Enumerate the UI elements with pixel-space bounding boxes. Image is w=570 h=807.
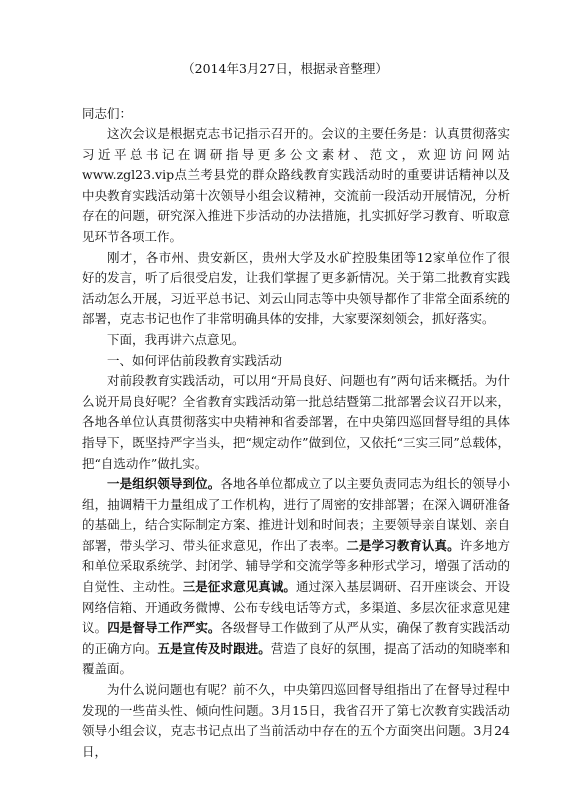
section-heading-1: 一、如何评估前段教育实践活动 — [107, 352, 283, 368]
paragraph-6: 为什么说问题也有呢？前不久，中央第四巡回督导组指出了在督导过程中发现的一些苗头性、倾向性问题。3月15日，我省召开了第七次教育实践活动领导小组会议，克志书记点出了当前活动中存在的五个方面突出问题。3月24日， — [82, 682, 510, 759]
paragraph-3: 下面，我再讲六点意见。 — [107, 331, 245, 347]
paragraph-2: 刚才，各市州、贵安新区，贵州大学及水矿控股集团等12家单位作了很好的发言，听了后很受启发，让我们掌握了更多新情况。关于第二批教育实践活动怎么开展，习近平总书记、刘云山同志等中央领导都作了非常全面系统的部署，克志书记也作了非常明确具体的安排，大家要深刻领会，抓好落实。 — [82, 249, 510, 327]
point-4-label: 四是督导工作严实。 — [107, 620, 221, 636]
paragraph-5 — [82, 474, 510, 680]
point-5-label: 五是宣传及时跟进。 — [157, 640, 271, 656]
point-2-label: 二是学习教育认真。 — [346, 537, 460, 553]
salutation: 同志们： — [82, 106, 133, 121]
point-5-text: 营造了良好的氛围，提高了活动的知晓率和覆盖面。 — [82, 640, 510, 677]
point-1-text: 各地各单位都成立了以主要负责同志为组长的领导小组，抽调精干力量组成了工作机构，进行了周密的安排部署；在深入调研准备的基础上，结合实际制定方案、推进计划和时间表；主要领导亲自谋划、亲自部署，带头学习、带头征求意见，作出了表率。 — [82, 476, 510, 553]
document-subtitle: （2014年3月27日，根据录音整理） — [182, 61, 388, 76]
document-body — [82, 104, 510, 762]
paragraph-1: 这次会议是根据克志书记指示召开的。会议的主要任务是：认真贯彻落实习近平总书记在调研指导更多公文素材、范文，欢迎访问网站www.zgl23.vip点兰考县党的群众路线教育实践活动时的重要讲话精神以及中央教育实践活动第十次领导小组会议精神，交流前一段活动开展情况，分析存在的问题，研究深入推进下步活动的办法措施，扎实抓好学习教育、听取意见环节各项工作。 — [82, 126, 510, 244]
point-3-text: 通过深入基层调研、召开座谈会、开设网络信箱、开通政务微博、公布专线电话等方式，多渠道、多层次征求意见建议。 — [82, 579, 510, 636]
point-3-label: 三是征求意见真诚。 — [182, 579, 297, 595]
point-2-text: 许多地方和单位采取系统学、封闭学、辅导学和交流学等多种形式学习，增强了活动的自觉性、主动性。 — [82, 537, 510, 595]
paragraph-4: 对前段教育实践活动，可以用“开局良好、问题也有”两句话来概括。为什么说开局良好呢？全省教育实践活动第一批总结暨第二批部署会议召开以来，各地各单位认真贯彻落实中央精神和省委部署，在中央第四巡回督导组的具体指导下，既坚持严字当头，把“规定动作”做到位，又依托“三实三同”总载体，把“自选动作”做扎实。 — [82, 373, 510, 471]
point-1-label: 一是组织领导到位。 — [107, 476, 221, 492]
point-4-text: 各级督导工作做到了从严从实，确保了教育实践活动的正确方向。 — [82, 620, 510, 656]
